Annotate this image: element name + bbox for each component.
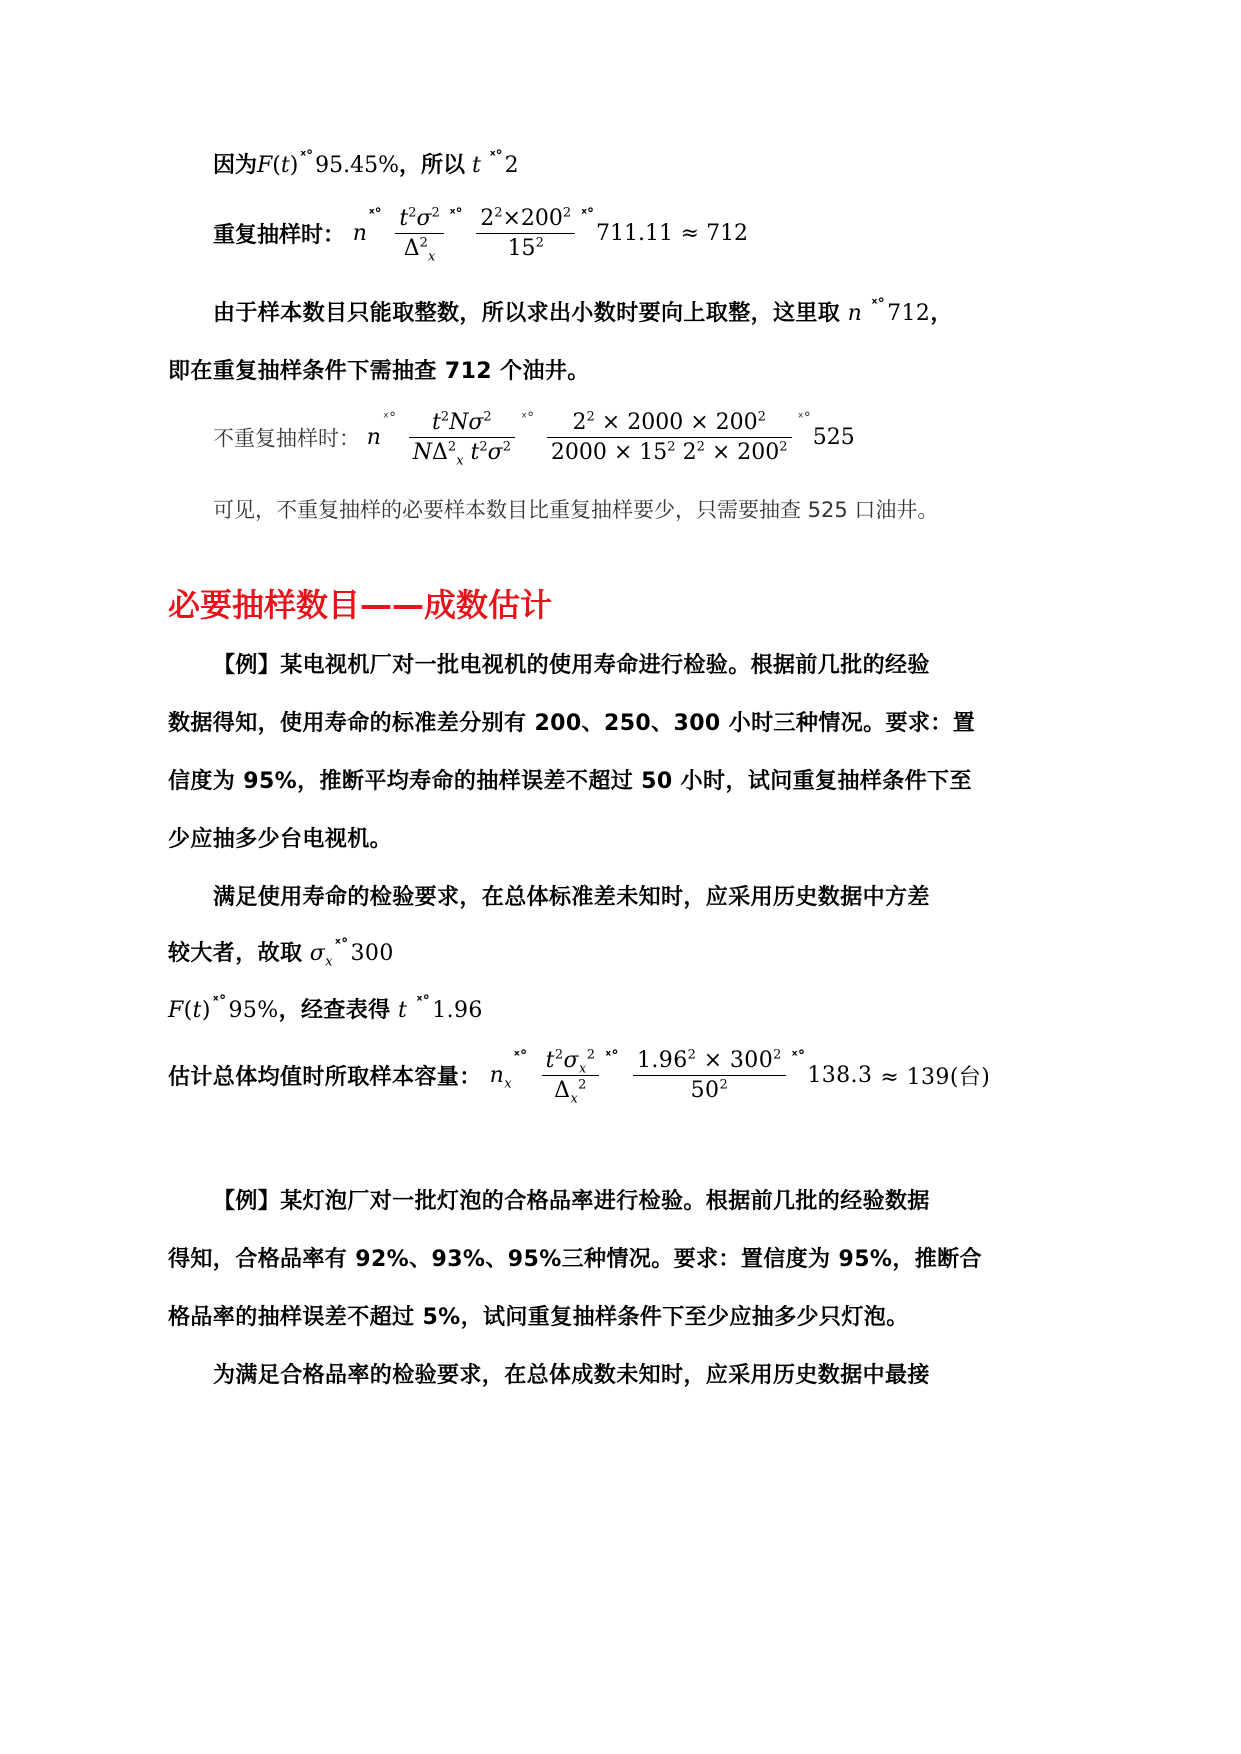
solution1-line3: F(t) $^{ˣ^\circ}$95%，经查表得 t $^{ˣ^\circ}$1.96 (168, 993, 483, 1023)
sample-size-result: 138.3 (807, 1063, 873, 1088)
garbled-eq-glyph: ˣ° (605, 1048, 619, 1064)
paragraph-round-up: 由于样本数目只能取整数，所以求出小数时要向上取整，这里取 n $^{ˣ^\circ}$712， (213, 296, 953, 326)
paragraph-712-wells: 即在重复抽样条件下需抽查 712 个油井。 (168, 359, 590, 384)
fraction-nonrepeat-values: $\frac{2^2 \times 2000 \times 200^2}{2000 \times 15^2 2^2 \times 200^2}$ (547, 410, 792, 465)
garbled-eq-glyph: ˣ° (791, 1048, 806, 1064)
example2-line1: 【例】某灯泡厂对一批灯泡的合格品率进行检验。根据前几批的经验数据 (213, 1189, 930, 1214)
line-repeat-formula: 重复抽样时： $n^{ˣ^\circ}$ $\frac{t^2\sigma^2}{\Delta^2_x}$ $^{ˣ^\circ}$ $\frac{2^2\times 200^2}{15^2}$ $^{ˣ^\circ}$711.11 ≈ 712 (213, 205, 749, 265)
garbled-eq-glyph: ˣ° (382, 410, 397, 426)
t-value: 2 (504, 153, 519, 178)
fraction-nonrepeat-symbolic: $\frac{t^2N\sigma^2}{N\Delta^2_x t^2\sigma^2}$ (409, 410, 515, 465)
nonrepeat-result: 525 (812, 425, 855, 450)
garbled-eq-glyph: ˣ° (489, 148, 503, 164)
ft-value: 95.45% (315, 153, 399, 178)
garbled-eq-glyph: ˣ° (368, 206, 382, 222)
garbled-eq-glyph: ˣ° (797, 410, 811, 426)
garbled-eq-glyph: ˣ° (520, 410, 535, 426)
solution2-line1: 为满足合格品率的检验要求，在总体成数未知时，应采用历史数据中最接 (213, 1363, 930, 1388)
example1-line2: 数据得知，使用寿命的标准差分别有 200、250、300 小时三种情况。要求：置 (168, 711, 976, 736)
garbled-eq-glyph: ˣ° (416, 993, 431, 1009)
paragraph-conclusion-525: 可见，不重复抽样的必要样本数目比重复抽样要少，只需要抽查 525 口油井。 (213, 498, 939, 522)
text-so: ，所以 (398, 153, 465, 178)
garbled-eq-glyph: ˣ° (871, 296, 886, 312)
text-because: 因为 (213, 153, 258, 178)
repeat-result: 711.11 (595, 221, 673, 246)
line-nonrepeat-formula: 不重复抽样时： $n^{ˣ^\circ}$ $\frac{t^2N\sigma^2}{N\Delta^2_x t^2\sigma^2}$ $^{ˣ^\circ}$ $\frac{2^2 \times 2000 \times 200^2}{2000 \times 15^2 2^2 \times 200^2}$ $^{ˣ^\circ}$525 (213, 409, 855, 469)
sigma-value: 300 (350, 941, 394, 966)
label-nonrepeat: 不重复抽样时： (213, 426, 360, 451)
fraction-sample-size-symbolic: $\frac{t^2\sigma_x^2}{\Delta_x^2}$ (542, 1048, 600, 1103)
repeat-approx: ≈ 712 (680, 221, 749, 246)
label-repeat: 重复抽样时： (213, 223, 346, 248)
garbled-eq-glyph: ˣ° (212, 993, 227, 1009)
example1-line1: 【例】某电视机厂对一批电视机的使用寿命进行检验。根据前几批的经验 (213, 653, 930, 678)
solution1-line1: 满足使用寿命的检验要求，在总体标准差未知时，应采用历史数据中方差 (213, 885, 930, 910)
example2-line3: 格品率的抽样误差不超过 5%，试问重复抽样条件下至少应抽多少只灯泡。 (168, 1305, 909, 1330)
fraction-sample-size-values: $\frac{1.96^2 \times 300^2}{50^2}$ (633, 1048, 786, 1103)
example2-line2: 得知，合格品率有 92%、93%、95%三种情况。要求：置信度为 95%，推断合 (168, 1247, 982, 1272)
line-ft: 因为F(t) $^{ˣ^\circ}$95.45%，所以 t $^{ˣ^\circ}$2 (213, 148, 519, 178)
garbled-eq-glyph: ˣ° (581, 206, 594, 222)
example1-line4: 少应抽多少台电视机。 (168, 827, 393, 852)
fraction-t2sigma2: $\frac{t^2\sigma^2}{\Delta^2_x}$ (395, 206, 443, 261)
sample-size-approx: ≈ 139(台) (880, 1065, 991, 1090)
garbled-eq-glyph: ˣ° (449, 206, 463, 222)
example1-line3: 信度为 95%，推断平均寿命的抽样误差不超过 50 小时，试问重复抽样条件下至 (168, 769, 972, 794)
section-heading: 必要抽样数目——成数估计 (168, 586, 553, 624)
solution1-line2: 较大者，故取 $\sigma_x^{ˣ^\circ}300$ (168, 936, 394, 970)
solution1-line4: 估计总体均值时所取样本容量： $n_x^{ˣ^\circ}$ $\frac{t^2\sigma_x^2}{\Delta_x^2}$ $^{ˣ^\circ}$ $\frac{1.96^2 \times 300^2}{50^2}$ $^{ˣ^\circ}$138.3 ≈ 139(台) (168, 1047, 991, 1107)
garbled-eq-glyph: ˣ° (513, 1048, 528, 1064)
garbled-eq-glyph: ˣ° (334, 936, 349, 952)
garbled-eq-glyph: ˣ° (300, 148, 314, 164)
fraction-repeat-values: $\frac{2^2\times 200^2}{15^2}$ (476, 206, 575, 261)
